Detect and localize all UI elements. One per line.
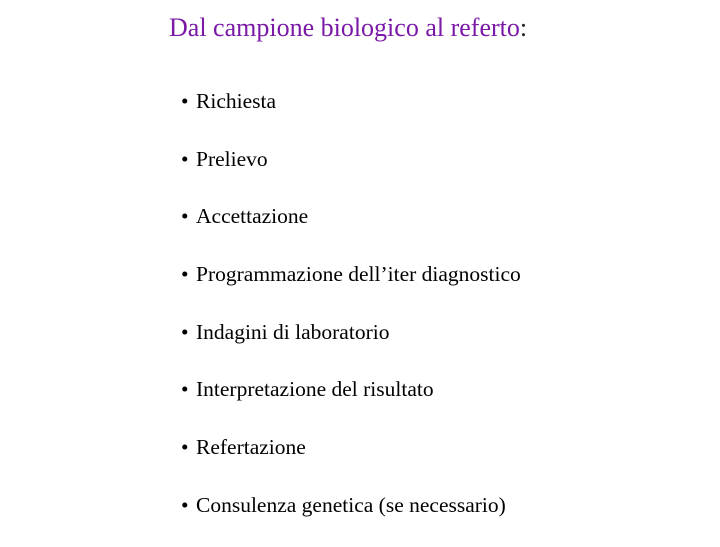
list-item-programmazione — [181, 258, 521, 316]
bullet-list — [181, 85, 521, 547]
list-item-label: Indagini di laboratorio — [196, 319, 390, 344]
list-item-richiesta — [181, 85, 521, 143]
list-item-label: Prelievo — [196, 146, 268, 171]
bullet-icon: • — [181, 377, 189, 402]
bullet-icon: • — [181, 89, 189, 113]
slide-title-text: Dal campione biologico al referto — [169, 13, 520, 42]
list-item-prelievo — [181, 143, 521, 201]
list-item-refertazione — [181, 431, 521, 489]
bullet-icon: • — [181, 204, 189, 229]
bullet-icon: • — [181, 262, 189, 287]
list-item-accettazione — [181, 200, 521, 258]
slide-title-colon: : — [519, 13, 528, 42]
list-item-consulenza — [181, 489, 521, 547]
list-item-label: Consulenza genetica (se necessario) — [196, 492, 506, 517]
list-item-indagini — [181, 316, 521, 374]
list-item-interpretazione — [181, 373, 521, 431]
bullet-icon: • — [181, 146, 189, 171]
list-item-label: Interpretazione del risultato — [196, 377, 434, 402]
list-item-label: Programmazione dell’iter diagnostico — [196, 262, 521, 287]
bullet-icon: • — [181, 319, 189, 344]
slide-title — [169, 11, 527, 45]
list-item-label: Accettazione — [196, 204, 309, 229]
bullet-icon: • — [181, 492, 189, 517]
bullet-icon: • — [181, 435, 189, 460]
list-item-label: Refertazione — [196, 435, 306, 460]
list-item-label: Richiesta — [196, 89, 277, 113]
